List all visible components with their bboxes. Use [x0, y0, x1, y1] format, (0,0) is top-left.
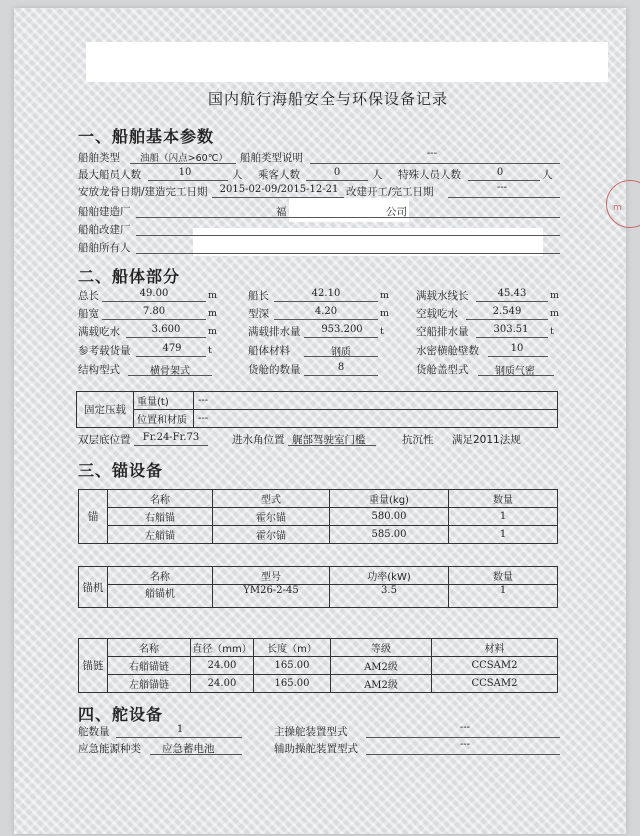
main-gear-value: ---	[459, 722, 471, 733]
owner-label: 船舶所有人	[78, 242, 131, 254]
column-header: 直径（mm）	[191, 639, 254, 657]
unit-m: m	[208, 308, 218, 319]
underline	[304, 337, 378, 338]
refitter-label: 船舶改建厂	[78, 224, 131, 236]
keel-date-value: 2015-02-09/2015-12-21	[219, 184, 339, 195]
unit-person: 人	[372, 169, 383, 181]
column-header: 型号	[213, 567, 330, 585]
unit-t: t	[550, 326, 554, 337]
builder-value-end: 公司	[386, 206, 407, 218]
table-cell: CCSAM2	[432, 675, 558, 693]
light-draft-value: 2.549	[492, 306, 522, 317]
underline	[134, 445, 208, 446]
ref-cargo-value: 479	[162, 343, 182, 354]
passengers-label: 乘客人数	[258, 169, 300, 181]
unit-t: t	[380, 326, 384, 337]
underline	[366, 737, 560, 738]
table-cell: 左艏锚	[108, 526, 213, 544]
ref-cargo-label: 参考载货量	[78, 345, 131, 357]
inlet-value: 艉部驾驶室门槛	[292, 434, 366, 446]
chain-side-label: 锚链	[79, 639, 108, 693]
light-disp-value: 303.51	[493, 324, 529, 335]
ballast-table	[76, 391, 558, 428]
section-heading-basic: 一、船舶基本参数	[78, 127, 215, 146]
passengers-value: 0	[333, 167, 341, 178]
holds-label: 货舱的数量	[248, 364, 301, 376]
unit-m: m	[550, 290, 560, 301]
underline	[288, 445, 376, 446]
column-header: 材料	[432, 639, 558, 657]
column-header: 名称	[108, 567, 213, 585]
table-cell: 1	[449, 508, 558, 526]
structure-label: 结构型式	[78, 364, 120, 376]
unit-person: 人	[232, 169, 243, 181]
anchor-table	[78, 489, 558, 544]
underline	[150, 754, 242, 755]
table-cell: AM2级	[331, 675, 432, 693]
breadth-label: 船宽	[78, 308, 99, 320]
windlass-table	[78, 566, 558, 608]
chain-table	[78, 638, 558, 693]
underline	[136, 217, 560, 218]
underline	[448, 197, 560, 198]
light-disp-label: 空船排水量	[416, 326, 469, 338]
structure-value: 横骨架式	[150, 366, 190, 377]
aux-gear-label: 辅助操舵装置型式	[274, 743, 358, 755]
underline	[478, 375, 554, 376]
length-label: 船长	[248, 290, 269, 302]
table-cell: AM2级	[331, 657, 432, 675]
rudder-count-value: 1	[176, 724, 184, 735]
redaction-header	[86, 42, 608, 82]
table-cell: 左艏锚链	[108, 675, 191, 693]
column-header: 名称	[108, 639, 191, 657]
section-heading-rudder: 四、舵设备	[78, 705, 164, 724]
table-row	[79, 657, 558, 675]
underline	[476, 337, 548, 338]
underline	[136, 356, 206, 357]
full-disp-label: 满载排水量	[248, 326, 301, 338]
ballast-weight-label: 重量(t)	[134, 392, 194, 410]
table-cell: 霍尔锚	[213, 508, 330, 526]
underline	[274, 319, 378, 320]
underline	[128, 375, 212, 376]
unit-m: m	[380, 290, 390, 301]
double-bottom-value: Fr.24-Fr.73	[142, 432, 200, 443]
aux-gear-value: ---	[459, 739, 471, 750]
table-cell: 1	[449, 585, 558, 608]
hatch-value: 钢质气密	[495, 366, 535, 377]
underline	[130, 163, 236, 164]
table-cell: 165.00	[254, 675, 331, 693]
material-value: 钢质	[331, 347, 351, 358]
underline	[126, 337, 206, 338]
sinking-value: 满足2011法规	[452, 434, 521, 446]
section-heading-anchor: 三、锚设备	[78, 461, 164, 480]
max-crew-value: 10	[178, 167, 192, 178]
unit-m: m	[208, 290, 218, 301]
ship-type-value: 油船（闪点>60℃）	[140, 153, 228, 164]
bulkhead-value: 10	[510, 343, 524, 354]
ballast-position-label: 位置和材质	[134, 410, 194, 428]
table-cell: CCSAM2	[432, 657, 558, 675]
section-heading-hull: 二、船体部分	[78, 267, 181, 286]
ballast-label: 固定压载	[77, 392, 134, 428]
ship-type-desc-label: 船舶类型说明	[240, 152, 303, 164]
document-title: 国内航行海船安全与环保设备记录	[208, 90, 449, 108]
table-cell: 霍尔锚	[213, 526, 330, 544]
table-row	[79, 675, 558, 693]
underline	[102, 319, 206, 320]
table-cell: 1	[449, 526, 558, 544]
loa-label: 总长	[78, 290, 99, 302]
unit-m: m	[208, 326, 218, 337]
rudder-count-label: 舵数量	[78, 726, 110, 738]
windlass-side-label: 锚机	[79, 567, 108, 608]
depth-value: 4.20	[314, 306, 338, 317]
table-cell: YM26-2-45	[213, 585, 330, 608]
column-header: 型式	[213, 490, 330, 508]
underline	[136, 253, 560, 254]
table-row	[79, 585, 558, 608]
underline	[488, 356, 548, 357]
unit-m: m	[380, 308, 390, 319]
table-cell: 165.00	[254, 657, 331, 675]
underline	[366, 754, 560, 755]
table-cell: 580.00	[330, 508, 449, 526]
unit-person: 人	[542, 169, 553, 181]
max-crew-label: 最大船员人数	[78, 169, 141, 181]
light-draft-label: 空载吃水	[416, 308, 458, 320]
column-header: 长度（m）	[254, 639, 331, 657]
unit-t: t	[208, 345, 212, 356]
underline	[304, 356, 378, 357]
column-header: 数量	[449, 490, 558, 508]
column-header: 数量	[449, 567, 558, 585]
ballast-weight-value: ---	[194, 392, 558, 410]
table-row	[79, 526, 558, 544]
underline	[468, 180, 540, 181]
underline	[116, 737, 242, 738]
full-draft-label: 满载吃水	[78, 326, 120, 338]
table-cell: 艏锚机	[108, 585, 213, 608]
main-gear-label: 主操舵装置型式	[274, 726, 348, 738]
full-disp-value: 953.200	[321, 324, 363, 335]
special-value: 0	[496, 167, 504, 178]
keel-date-label: 安放龙骨日期/建造完工日期	[78, 186, 208, 198]
underline	[102, 301, 206, 302]
breadth-value: 7.80	[142, 306, 166, 317]
table-cell: 24.00	[191, 675, 254, 693]
underline	[274, 301, 378, 302]
stamp-text: m	[613, 203, 622, 213]
underline	[310, 163, 560, 164]
ballast-position-value: ---	[194, 410, 558, 428]
underline	[136, 235, 560, 236]
inlet-label: 进水角位置	[232, 434, 285, 446]
depth-label: 型深	[248, 308, 269, 320]
lwl-value: 45.43	[497, 288, 527, 299]
underline	[466, 319, 548, 320]
ship-type-desc-value: ---	[426, 148, 438, 159]
table-cell: 24.00	[191, 657, 254, 675]
emergency-label: 应急能源种类	[78, 743, 141, 755]
sinking-label: 抗沉性	[402, 434, 434, 446]
column-header: 功率(kW)	[330, 567, 449, 585]
unit-m: m	[550, 308, 560, 319]
underline	[306, 180, 368, 181]
full-draft-value: 3.600	[151, 324, 181, 335]
anchor-side-label: 锚	[79, 490, 108, 544]
table-cell: 右艏锚链	[108, 657, 191, 675]
refit-date-value: ---	[496, 182, 508, 193]
hatch-label: 货舱盖型式	[416, 364, 469, 376]
ship-type-label: 船舶类型	[78, 152, 120, 164]
loa-value: 49.00	[139, 288, 169, 299]
underline	[148, 180, 228, 181]
special-label: 特殊人员人数	[398, 169, 461, 181]
refit-date-label: 改建开工/完工日期	[346, 186, 434, 198]
builder-value-start: 福	[276, 206, 287, 218]
table-row	[79, 508, 558, 526]
underline	[476, 301, 548, 302]
table-cell: 右艏锚	[108, 508, 213, 526]
material-label: 船体材料	[248, 345, 290, 357]
column-header: 等级	[331, 639, 432, 657]
builder-label: 船舶建造厂	[78, 206, 131, 218]
table-cell: 585.00	[330, 526, 449, 544]
holds-value: 8	[337, 362, 345, 373]
underline	[304, 375, 378, 376]
lwl-label: 满载水线长	[416, 290, 469, 302]
emergency-value: 应急蓄电池	[162, 743, 215, 755]
redaction-owner	[193, 228, 543, 256]
length-value: 42.10	[311, 288, 341, 299]
column-header: 重量(kg)	[330, 490, 449, 508]
underline	[212, 197, 344, 198]
table-cell: 3.5	[330, 585, 449, 608]
double-bottom-label: 双层底位置	[78, 434, 131, 446]
column-header: 名称	[108, 490, 213, 508]
bulkhead-label: 水密横舱壁数	[416, 345, 479, 357]
